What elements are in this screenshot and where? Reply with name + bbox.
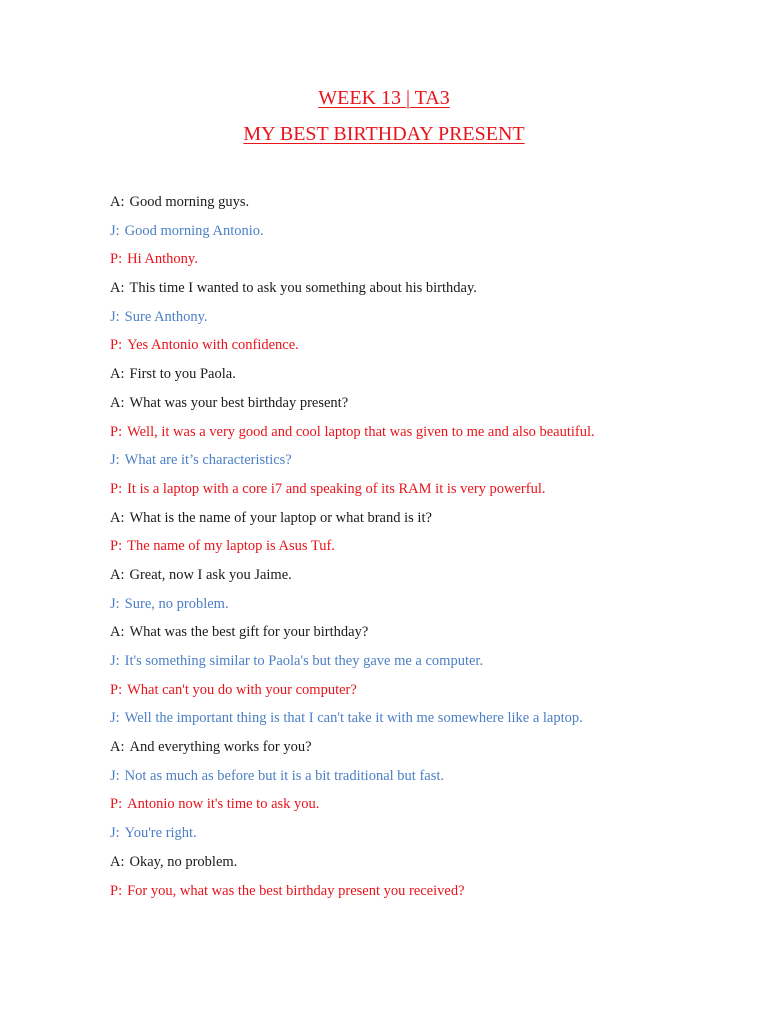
dialogue-text: What can't you do with your computer?	[127, 681, 357, 698]
dialogue-text: What was the best gift for your birthday?	[129, 624, 369, 641]
dialogue-text: The name of my laptop is Asus Tuf.	[127, 538, 335, 555]
speaker-label: A:	[110, 394, 125, 411]
dialogue-line	[110, 334, 750, 363]
dialogue-text: First to you Paola.	[129, 366, 236, 383]
dialogue-line	[110, 363, 750, 392]
dialogue-line	[110, 765, 750, 794]
dialogue-text: Sure, no problem.	[124, 595, 229, 612]
dialogue-line	[110, 621, 750, 650]
dialogue-text: Good morning guys.	[129, 194, 250, 210]
speaker-label: A:	[110, 853, 125, 870]
dialogue-text: It is a laptop with a core i7 and speaking of its RAM it is very powerful.	[127, 480, 546, 497]
dialogue-text: What are it’s characteristics?	[124, 452, 292, 469]
dialogue-line	[110, 392, 750, 421]
speaker-label: P:	[110, 538, 123, 555]
speaker-label: J:	[110, 222, 120, 239]
dialogue-line	[110, 707, 750, 736]
dialogue-text: For you, what was the best birthday present you received?	[127, 882, 465, 899]
dialogue-text: Well the important thing is that I can't take it with me somewhere like a laptop.	[124, 710, 583, 727]
document-subtitle: MY BEST BIRTHDAY PRESENT	[243, 123, 525, 145]
speaker-label: A:	[110, 509, 125, 526]
dialogue-text: And everything works for you?	[129, 739, 312, 756]
dialogue-line	[110, 564, 750, 593]
speaker-label: P:	[110, 882, 123, 899]
dialogue-text: Great, now I ask you Jaime.	[129, 566, 292, 583]
speaker-label: P:	[110, 423, 123, 440]
speaker-label: P:	[110, 796, 123, 813]
dialogue-line	[110, 535, 750, 564]
document-title: WEEK 13 | TA3	[318, 87, 450, 109]
dialogue	[110, 191, 750, 908]
speaker-label: A:	[110, 280, 125, 297]
speaker-label: J:	[110, 710, 120, 727]
dialogue-line	[110, 220, 750, 249]
dialogue-line	[110, 421, 750, 450]
dialogue-line	[110, 880, 750, 909]
speaker-label: J:	[110, 653, 120, 669]
dialogue-line	[110, 822, 750, 851]
dialogue-text: Okay, no problem.	[129, 853, 238, 870]
dialogue-line	[110, 679, 750, 708]
dialogue-line	[110, 191, 750, 220]
dialogue-text: Antonio now it's time to ask you.	[127, 796, 320, 813]
dialogue-line	[110, 593, 750, 622]
dialogue-text: Well, it was a very good and cool laptop that was given to me and also beautiful.	[127, 423, 595, 440]
speaker-label: J:	[110, 825, 120, 842]
speaker-label: J:	[110, 595, 120, 612]
dialogue-line	[110, 277, 750, 306]
dialogue-text: Not as much as before but it is a bit traditional but fast.	[124, 767, 445, 784]
speaker-label: J:	[110, 308, 120, 325]
dialogue-text: It's something similar to Paola's but they gave me a computer.	[124, 653, 484, 669]
dialogue-text: Hi Anthony.	[127, 251, 198, 268]
speaker-label: P:	[110, 681, 123, 698]
dialogue-text: What was your best birthday present?	[129, 394, 349, 411]
speaker-label: J:	[110, 767, 120, 784]
dialogue-text: Sure Anthony.	[124, 308, 208, 325]
dialogue-line	[110, 306, 750, 335]
dialogue-line	[110, 507, 750, 536]
dialogue-line	[110, 851, 750, 880]
dialogue-line	[110, 650, 750, 679]
dialogue-text: Yes Antonio with confidence.	[127, 337, 299, 354]
dialogue-line	[110, 736, 750, 765]
speaker-label: P:	[110, 337, 123, 354]
dialogue-text: You're right.	[124, 825, 197, 842]
speaker-label: P:	[110, 251, 123, 268]
speaker-label: A:	[110, 366, 125, 383]
speaker-label: A:	[110, 566, 125, 583]
dialogue-line	[110, 248, 750, 277]
speaker-label: P:	[110, 480, 123, 497]
dialogue-text: This time I wanted to ask you something about his birthday.	[129, 280, 477, 297]
dialogue-text: What is the name of your laptop or what brand is it?	[129, 509, 432, 526]
dialogue-line	[110, 478, 750, 507]
speaker-label: A:	[110, 194, 125, 210]
dialogue-line	[110, 793, 750, 822]
speaker-label: A:	[110, 739, 125, 756]
speaker-label: J:	[110, 452, 120, 469]
dialogue-text: Good morning Antonio.	[124, 222, 264, 239]
speaker-label: A:	[110, 624, 125, 641]
dialogue-line	[110, 449, 750, 478]
